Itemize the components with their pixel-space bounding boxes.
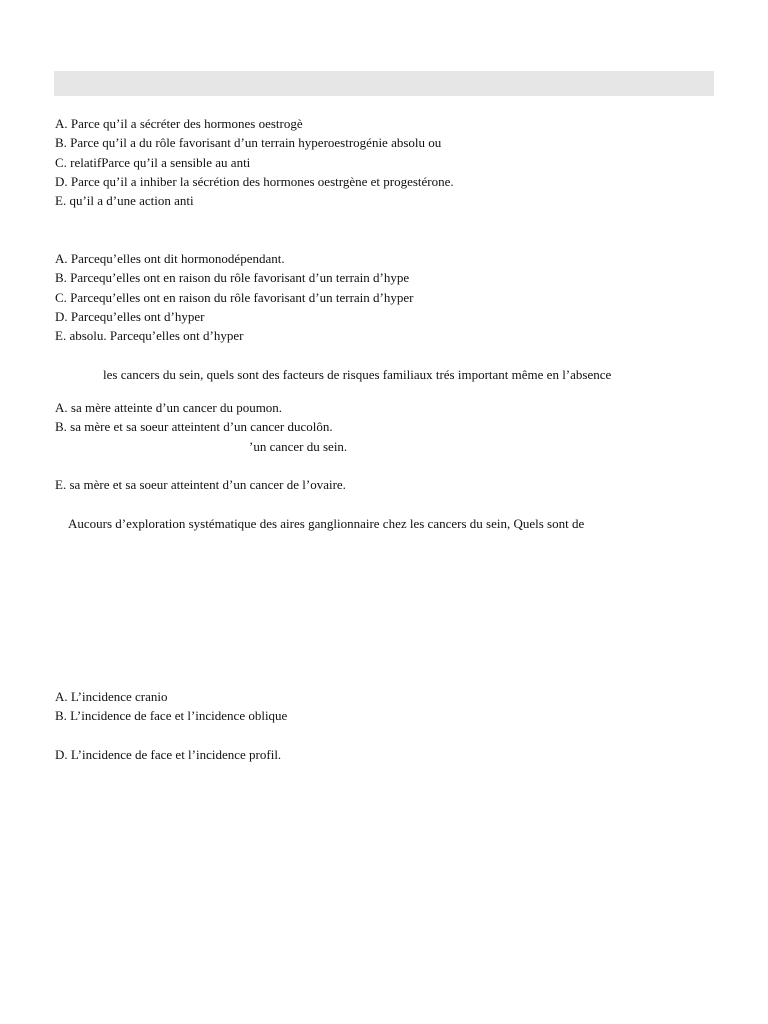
- q2-option-e: E. absolu. Parcequ’elles ont d’hyper: [55, 328, 244, 343]
- q1-option-b: B. Parce qu’il a du rôle favorisant d’un terrain hyperoestrogénie absolu ou: [55, 135, 442, 150]
- q1-option-a: A. Parce qu’il a sécréter des hormones oestrogè: [55, 116, 303, 131]
- q5-option-b: B. L’incidence de face et l’incidence oblique: [55, 708, 288, 723]
- q2-option-b: B. Parcequ’elles ont en raison du rôle favorisant d’un terrain d’hype: [55, 270, 410, 285]
- q3-option-a: A. sa mère atteinte d’un cancer du poumon.: [55, 400, 283, 415]
- q5-option-d: D. L’incidence de face et l’incidence profil.: [55, 747, 282, 762]
- q1-option-c: C. relatifParce qu’il a sensible au anti: [55, 155, 251, 170]
- q1-option-e: E. qu’il a d’une action anti: [55, 193, 194, 208]
- q5-option-a: A. L’incidence cranio: [55, 689, 168, 704]
- q3-option-e: E. sa mère et sa soeur atteintent d’un cancer de l’ovaire.: [55, 477, 346, 492]
- q3-stem: les cancers du sein, quels sont des facteurs de risques familiaux trés important même en l’absence: [103, 367, 612, 382]
- q3-option-b: B. sa mère et sa soeur atteintent d’un cancer ducolôn.: [55, 419, 333, 434]
- q2-option-d: D. Parcequ’elles ont d’hyper: [55, 309, 205, 324]
- q2-option-a: A. Parcequ’elles ont dit hormonodépendant.: [55, 251, 285, 266]
- header-bar: [54, 71, 714, 96]
- q1-option-d: D. Parce qu’il a inhiber la sécrétion des hormones oestrgène et progestérone.: [55, 174, 454, 189]
- q3-option-fragment: ’un cancer du sein.: [249, 439, 348, 454]
- q2-option-c: C. Parcequ’elles ont en raison du rôle favorisant d’un terrain d’hyper: [55, 290, 414, 305]
- q4-stem: Aucours d’exploration systématique des aires ganglionnaire chez les cancers du sein, Quels sont de: [68, 516, 585, 531]
